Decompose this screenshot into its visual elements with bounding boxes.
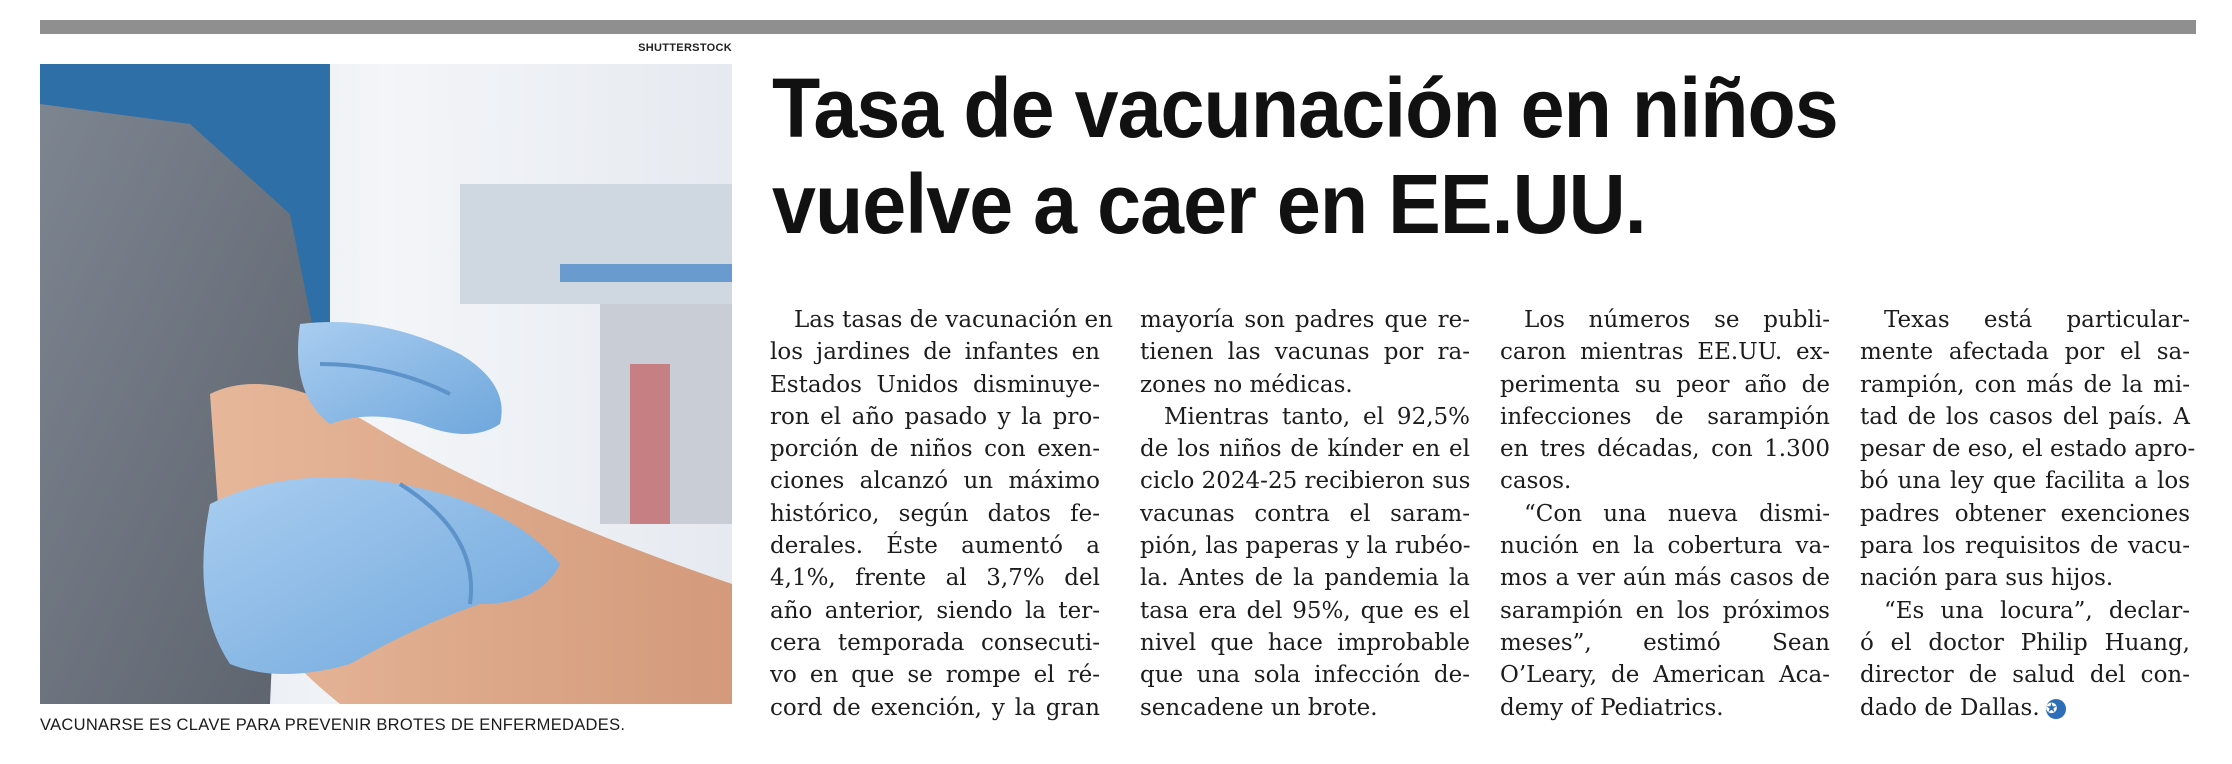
headline-line-1: Tasa de vacunación en niños — [772, 61, 1838, 155]
headline-line-2: vuelve a caer en EE.UU. — [772, 157, 1646, 251]
text-line: caron mientras EE.UU. ex- — [1500, 339, 1830, 366]
text-line: cera temporada consecuti- — [770, 629, 1100, 656]
text-line: vo en que se rompe el ré- — [770, 662, 1100, 689]
text-line: pión, las paperas y la rubéo- — [1140, 533, 1471, 560]
text-line: padres obtener exenciones — [1860, 500, 2190, 527]
text-line: demy of Pediatrics. — [1500, 694, 1724, 721]
star-badge-icon: ✪ — [2046, 699, 2066, 719]
text-line: de los niños de kínder en el — [1140, 436, 1470, 463]
text-line: bó una ley que facilita a los — [1860, 468, 2190, 495]
text-line: tasa era del 95%, que es el — [1140, 597, 1470, 624]
text-line: pesar de eso, el estado apro- — [1860, 436, 2196, 463]
text-line: ron el año pasado y la pro- — [770, 403, 1100, 430]
paragraph — [1500, 304, 1830, 498]
text-line: sencadene un brote. — [1140, 694, 1378, 721]
text-line: mos a ver aún más casos de — [1500, 565, 1830, 592]
text-line: para los requisitos de vacu- — [1860, 533, 2190, 560]
article-column-4 — [1860, 304, 2196, 724]
text-line: derales. Éste aumentó a — [770, 533, 1100, 560]
text-line: que una sola infección de- — [1140, 662, 1470, 689]
text-line: O’Leary, de American Aca- — [1500, 662, 1830, 689]
text-line: Estados Unidos disminuye- — [770, 371, 1100, 398]
paragraph — [1140, 304, 1470, 401]
paragraph — [1140, 401, 1470, 724]
paragraph — [1860, 304, 2196, 595]
text-line: tad de los casos del país. A — [1860, 403, 2190, 430]
paragraph — [770, 304, 1113, 724]
text-line: rampión, con más de la mi- — [1860, 371, 2190, 398]
text-line: ó el doctor Philip Huang, — [1860, 629, 2190, 656]
text-line: mayoría son padres que re- — [1140, 307, 1470, 333]
text-line: cord de exención, y la gran — [770, 694, 1100, 721]
text-line: ciones alcanzó un máximo — [770, 468, 1100, 495]
text-line: nivel que hace improbable — [1140, 629, 1470, 656]
text-line: Mientras tanto, el 92,5% — [1164, 403, 1470, 430]
text-line: mente afectada por el sa- — [1860, 339, 2190, 366]
article-photo — [40, 64, 732, 704]
text-line: infecciones de sarampión — [1500, 403, 1830, 430]
text-line: nación para sus hijos. — [1860, 565, 2114, 592]
text-line: histórico, según datos fe- — [770, 500, 1100, 527]
headline — [772, 60, 2107, 252]
text-line: Texas está particular- — [1884, 307, 2190, 333]
text-line: porción de niños con exen- — [770, 436, 1100, 463]
text-line: Los números se publi- — [1524, 307, 1830, 333]
text-line: perimenta su peor año de — [1500, 371, 1830, 398]
text-line: año anterior, siendo la ter- — [770, 597, 1100, 624]
text-line: zones no médicas. — [1140, 371, 1353, 398]
text-line: director de salud del con- — [1860, 662, 2190, 689]
text-line: meses”, estimó Sean — [1500, 629, 1830, 656]
text-line — [1860, 692, 2190, 724]
top-rule — [40, 20, 2196, 34]
article-column-2 — [1140, 304, 1470, 724]
text-line: casos. — [1500, 468, 1572, 495]
paragraph — [1860, 595, 2190, 724]
text-line: tienen las vacunas por ra- — [1140, 339, 1470, 366]
vaccination-photo-illustration — [40, 64, 732, 704]
text-line: sarampión en los próximos — [1500, 597, 1830, 624]
text-line: “Con una nueva dismi- — [1524, 500, 1830, 527]
paragraph — [1500, 498, 1830, 724]
text-line: ciclo 2024-25 recibieron sus — [1140, 468, 1471, 495]
text-line: nución en la cobertura va- — [1500, 533, 1830, 560]
article-column-1 — [770, 304, 1113, 724]
text-fragment: dado de Dallas. — [1860, 694, 2040, 721]
text-line: “Es una locura”, declar- — [1884, 597, 2190, 624]
photo-caption: VACUNARSE ES CLAVE PARA PREVENIR BROTES DE ENFERMEDADES. — [40, 716, 626, 734]
text-line: los jardines de infantes en — [770, 339, 1100, 366]
article-column-3 — [1500, 304, 1830, 724]
text-line: 4,1%, frente al 3,7% del — [770, 565, 1100, 592]
photo-credit: SHUTTERSTOCK — [638, 42, 732, 54]
text-line: Las tasas de vacunación en — [794, 307, 1113, 333]
text-line: en tres décadas, con 1.300 — [1500, 436, 1830, 463]
text-line: la. Antes de la pandemia la — [1140, 565, 1470, 592]
text-line: vacunas contra el saram- — [1140, 500, 1470, 527]
